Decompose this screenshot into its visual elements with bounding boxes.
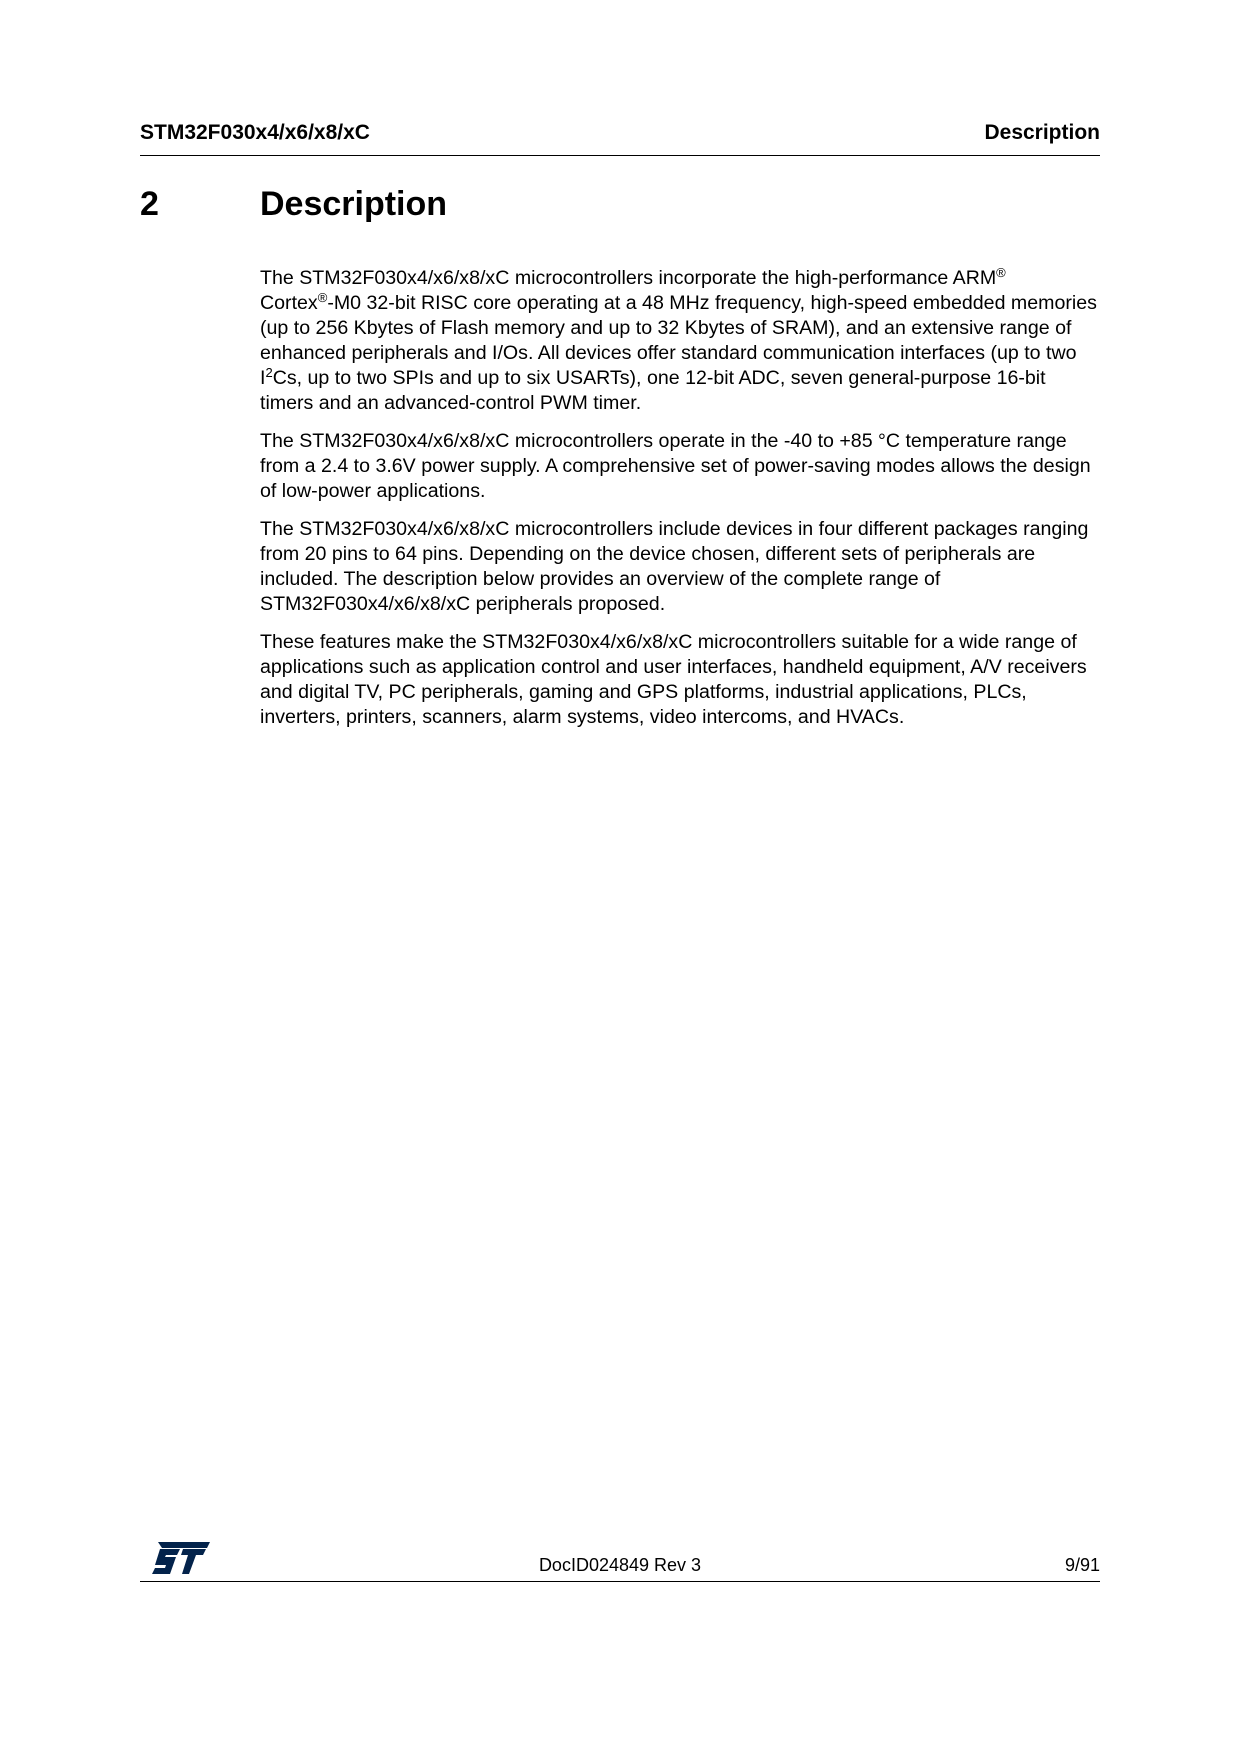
paragraph-3: The STM32F030x4/x6/x8/xC microcontrollers include devices in four different packages ranging from 20 pins to 64 pins. Depending on the device chosen, different sets of peripherals are included. The description below provides an overview of the complete range of STM32F030x4/x6/x8/xC peripherals proposed. (260, 518, 1089, 615)
section-heading (140, 182, 1100, 230)
registered-mark: ® (996, 265, 1006, 280)
paragraph-1-part-c: -M0 32-bit RISC core operating at a 48 MHz frequency, high-speed embedded memories (up to 256 Kbytes of Flash memory and up to 32 Kbytes of SRAM), and an extensive range of enhanced peripherals and I/Os. All devices offer standard communication interfaces (up to two I (260, 292, 1097, 389)
superscript-2: 2 (265, 365, 273, 380)
paragraph-4: These features make the STM32F030x4/x6/x8/xC microcontrollers suitable for a wide range of applications such as application control and user interfaces, handheld equipment, A/V receivers and digital TV, PC peripherals, gaming and GPS platforms, industrial applications, PLCs, inverters, printers, scanners, alarm systems, video intercoms, and HVACs. (260, 631, 1087, 728)
section-number: 2 (140, 185, 159, 223)
page-header (140, 120, 1100, 156)
paragraph-1-part-d: Cs, up to two SPIs and up to six USARTs), one 12-bit ADC, seven general-purpose 16-bit timers and an advanced-control PWM timer. (260, 367, 1046, 414)
section-title: Description (260, 185, 448, 223)
paragraph-1 (260, 266, 1102, 416)
registered-mark: ® (317, 290, 328, 305)
page-footer (140, 1540, 1100, 1582)
header-product-name: STM32F030x4/x6/x8/xC (140, 121, 370, 144)
body-text (260, 266, 1102, 743)
header-section-name: Description (984, 121, 1100, 144)
page-number: 9/91 (1064, 1555, 1100, 1575)
paragraph-1-part-a: The STM32F030x4/x6/x8/xC microcontrollers incorporate the high-performance ARM (260, 267, 997, 289)
doc-id: DocID024849 Rev 3 (538, 1555, 702, 1575)
paragraph-2: The STM32F030x4/x6/x8/xC microcontrollers operate in the -40 to +85 °C temperature range from a 2.4 to 3.6V power supply. A comprehensive set of power-saving modes allows the design of low-power applications. (260, 430, 1091, 502)
paragraph-1-part-b: Cortex (260, 292, 318, 314)
